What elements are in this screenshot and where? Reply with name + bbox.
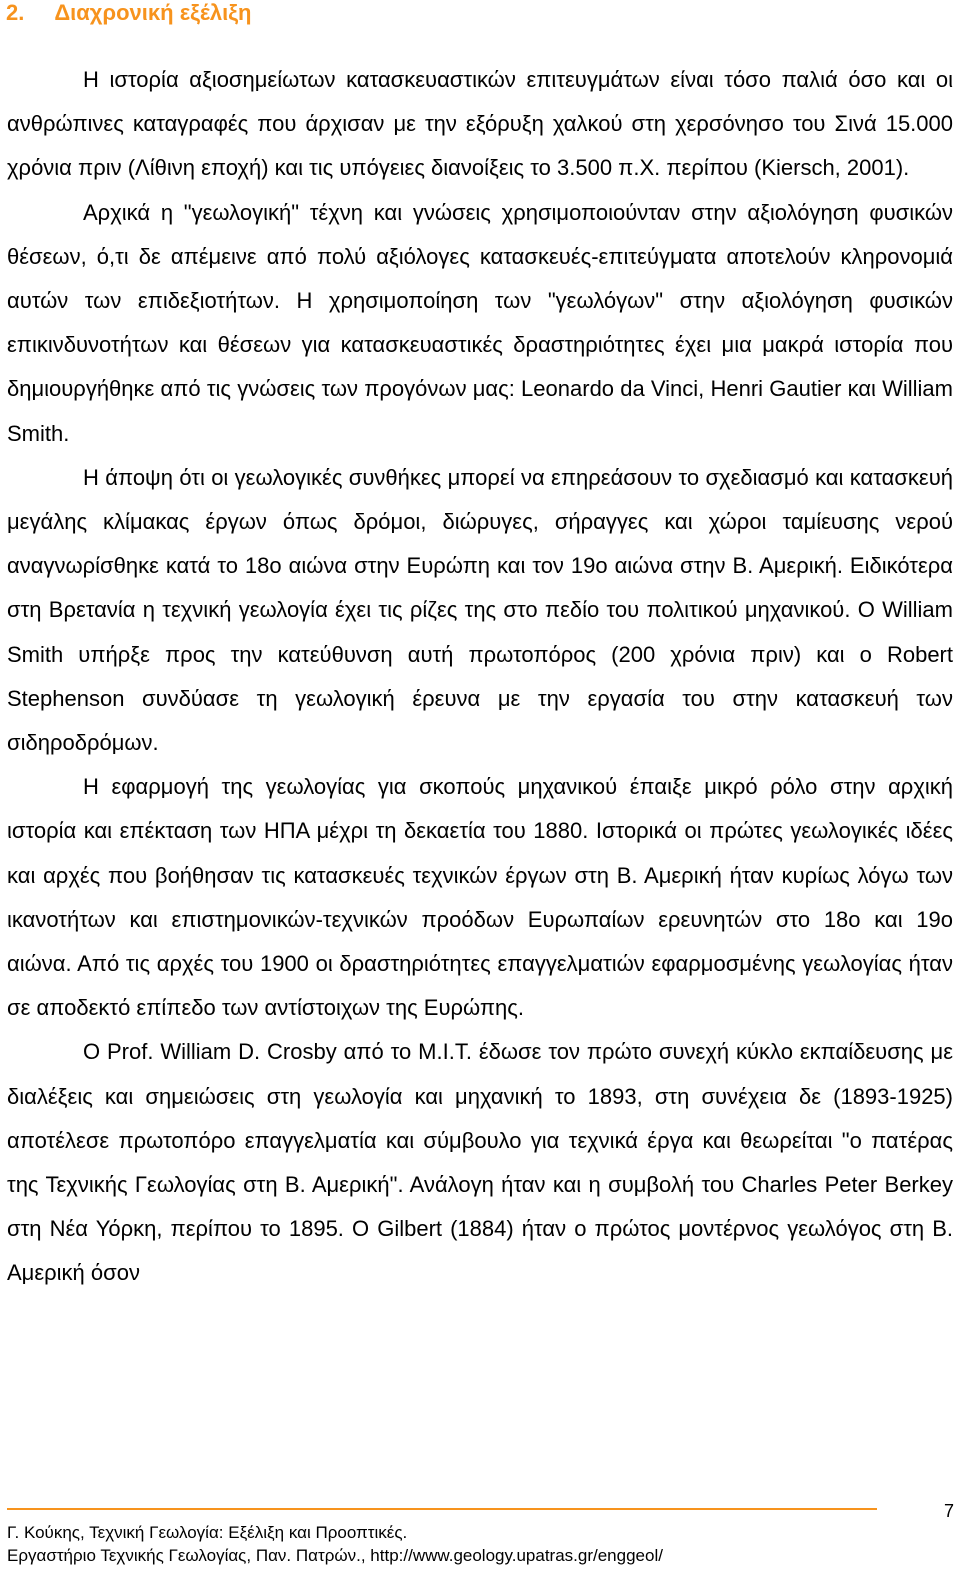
footer-author-title: Γ. Κούκης, Τεχνική Γεωλογία: Εξέλιξη και Προοπτικές.: [7, 1523, 408, 1542]
footer-lab-url: Εργαστήριο Τεχνικής Γεωλογίας, Παν. Πατρών., http://www.geology.upatras.gr/enggeol/: [7, 1546, 663, 1565]
paragraph: Ο Prof. William D. Crosby από το M.I.T. έδωσε τον πρώτο συνεχή κύκλο εκπαίδευσης με διαλέξεις και σημειώσεις στη γεωλογία και μηχανική το 1893, στη συνέχεια δε (1893-1925) αποτέλεσε πρωτοπόρο επαγγελματία και σύμβουλο για τεχνικά έργα και θεωρείται "ο πατέρας της Τεχνικής Γεωλογίας στη Β. Αμερική". Ανάλογη ήταν και η συμβολή του Charles Peter Berkey στη Νέα Υόρκη, περίπου το 1895. Ο Gilbert (1884) ήταν ο πρώτος μοντέρνος γεωλόγος στη Β. Αμερική όσον: [7, 1039, 953, 1286]
paragraph: Η εφαρμογή της γεωλογίας για σκοπούς μηχανικού έπαιξε μικρό ρόλο στην αρχική ιστορία και επέκταση των ΗΠΑ μέχρι τη δεκαετία του 1880. Ιστορικά οι πρώτες γεωλογικές ιδέες και αρχές που βοήθησαν τις κατασκευές τεχνικών έργων στη Β. Αμερική ήταν κυρίως λόγω των ικανοτήτων και επιστημονικών-τεχνικών προόδων Ευρωπαίων ερευνητών στο 18ο και 19ο αιώνα. Από τις αρχές του 1900 οι δραστηριότητες επαγγελματιών εφαρμοσμένης γεωλογίας ήταν σε αποδεκτό επίπεδο των αντίστοιχων της Ευρώπης.: [7, 774, 953, 1021]
section-number: 2.: [6, 0, 25, 25]
footer-divider: [7, 1508, 877, 1510]
section-heading: [6, 0, 251, 26]
paragraph: Αρχικά η "γεωλογική" τέχνη και γνώσεις χρησιμοποιούνταν στην αξιολόγηση φυσικών θέσεων, ό,τι δε απέμεινε από πολύ αξιόλογες κατασκευές-επιτεύγματα αποτελούν κληρονομιά αυτών των επιδεξιοτήτων. Η χρησιμοποίηση των "γεωλόγων" στην αξιολόγηση φυσικών επικινδυνοτήτων και θέσεων για κατασκευαστικές δραστηριότητες έχει μια μακρά ιστορία που δημιουργήθηκε από τις γνώσεις των προγόνων μας: Leonardo da Vinci, Henri Gautier και William Smith.: [7, 199, 953, 446]
section-title: Διαχρονική εξέλιξη: [54, 0, 252, 25]
page-number: 7: [943, 1501, 954, 1521]
paragraph: Η ιστορία αξιοσημείωτων κατασκευαστικών επιτευγμάτων είναι τόσο παλιά όσο και οι ανθρώπινες καταγραφές που άρχισαν με την εξόρυξη χαλκού στη χερσόνησο του Σινά 15.000 χρόνια πριν (Λίθινη εποχή) και τις υπόγειες διανοίξεις το 3.500 π.Χ. περίπου (Kiersch, 2001).: [7, 67, 953, 181]
paragraph: Η άποψη ότι οι γεωλογικές συνθήκες μπορεί να επηρεάσουν το σχεδιασμό και κατασκευή μεγάλης κλίμακας έργων όπως δρόμοι, διώρυγες, σήραγγες και χώροι ταμίευσης νερού αναγνωρίσθηκε κατά το 18ο αιώνα στην Ευρώπη και τον 19ο αιώνα στην Β. Αμερική. Ειδικότερα στη Βρετανία η τεχνική γεωλογία έχει τις ρίζες της στο πεδίο του πολιτικού μηχανικού. Ο William Smith υπήρξε προς την κατεύθυνση αυτή πρωτοπόρος (200 χρόνια πριν) και ο Robert Stephenson συνδύασε τη γεωλογική έρευνα με την εργασία του στην κατασκευή των σιδηροδρόμων.: [7, 464, 953, 756]
body-text: [7, 58, 953, 1296]
